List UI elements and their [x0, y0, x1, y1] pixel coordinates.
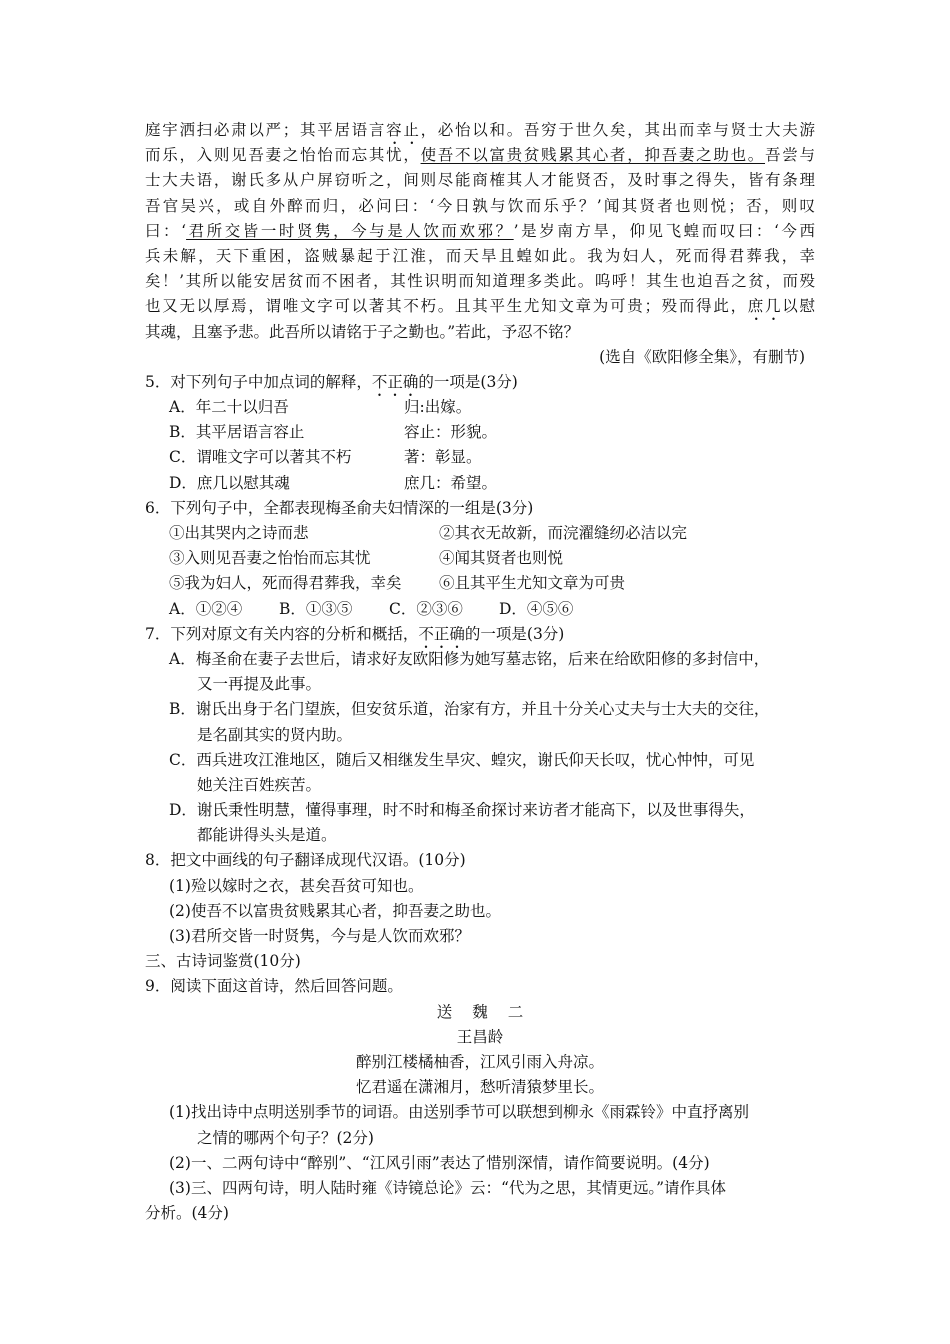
q6-choices: A．①②④ B．①③⑤ C．②③⑥ D．④⑤⑥ — [169, 599, 574, 618]
question-7 — [145, 622, 815, 849]
passage-line: 也又无以厚焉，谓唯文字可以著其不朽。且其平生尤知文章为可贵；殁而得此，庶几以慰 — [145, 297, 815, 316]
q5-option-c: C．谓唯文字可以著其不朽 著：彰显。 — [169, 448, 482, 467]
poem-line: 忆君遥在潇湘月，愁听清猿梦里长。 — [355, 1078, 604, 1097]
passage-line: 庭宇洒扫必肃以严；其平居语言容止，必怡以和。吾穷于世久矣，其出而幸与贤士大夫游 — [145, 121, 815, 139]
passage-line: 矣！’其所以能安居贫而不困者，其性识明而知道理多类此。呜呼！其生也迫吾之贫，而殁 — [145, 272, 815, 291]
exam-page — [145, 118, 815, 1226]
q6-items-row: ⑤我为妇人，死而得君葬我，幸矣 ⑥且其平生尤知文章为可贵 — [169, 574, 626, 593]
passage-line: 士大夫语，谢氏多从户屏窃听之，间则尽能商榷其人才能贤否，及时事之得失，皆有条理 — [145, 171, 815, 190]
q9-sub-1: (1)找出诗中点明送别季节的词语。由送别季节可以联想到柳永《雨霖铃》中直抒离别 — [169, 1103, 749, 1122]
poem-author: 王昌龄 — [456, 1027, 504, 1046]
question-6 — [145, 496, 815, 622]
q7-stem: 7．下列对原文有关内容的分析和概括，不正确的一项是(3分) — [145, 624, 565, 643]
q5-option-b: B．其平居语言容止 容止：形貌。 — [169, 423, 498, 442]
section-heading-poetry: 三、古诗词鉴赏(10分) — [145, 952, 301, 971]
q9-stem: 9．阅读下面这首诗，然后回答问题。 — [145, 977, 403, 996]
passage-line: 兵未解，天下重困，盗贼暴起于江淮，而天旱且蝗如此。我为妇人，死而得君葬我，幸 — [145, 246, 815, 265]
question-5 — [145, 370, 815, 496]
question-8 — [145, 848, 815, 949]
q7-option-d-cont: 都能讲得头头是道。 — [197, 826, 337, 845]
q7-option-a-cont: 又一再提及此事。 — [197, 675, 322, 694]
passage-line: 而乐，入则见吾妻之怡怡而忘其忧，使吾不以富贵贫贱累其心者，抑吾妻之助也。吾尝与 — [145, 146, 815, 165]
passage-source: (选自《欧阳修全集》，有删节) — [599, 347, 805, 366]
q7-option-b-cont: 是名副其实的贤内助。 — [197, 725, 353, 744]
q8-item-1: (1)殓以嫁时之衣，甚矣吾贫可知也。 — [169, 876, 424, 895]
q9-sub-2: (2)一、二两句诗中“醉别”、“江风引雨”表达了惜别深情，请作简要说明。(4分) — [169, 1153, 710, 1172]
q6-items-row: ③入则见吾妻之怡怡而忘其忧 ④闻其贤者也则悦 — [169, 549, 564, 568]
q7-option-d: D．谢氏秉性明慧，懂得事理，时不时和梅圣俞探讨来访者才能高下，以及世事得失， — [169, 801, 755, 820]
q7-option-b: B．谢氏出身于名门望族，但安贫乐道，治家有方，并且十分关心丈夫与士大夫的交往， — [169, 700, 770, 719]
poem-line: 醉别江楼橘柚香，江风引雨入舟凉。 — [355, 1052, 604, 1071]
passage-line: 其魂，且塞予悲。此吾所以请铭于子之勤也。”若此，予忍不铭？ — [145, 322, 580, 341]
q7-option-c: C．西兵进攻江淮地区，随后又相继发生旱灾、蝗灾，谢氏仰天长叹，忧心忡忡，可见 — [169, 750, 755, 769]
poem-title: 送魏二 — [436, 1002, 544, 1021]
q5-stem: 5．对下列句子中加点词的解释，不正确的一项是(3分) — [145, 372, 518, 391]
dotted-word-shuji: 庶几 — [747, 297, 783, 316]
q9-sub-1-cont: 之情的哪两个句子？(2分) — [197, 1128, 374, 1147]
underlined-sentence-3: 君所交皆一时贤隽，今与是人饮而欢邪？ — [186, 221, 514, 240]
q9-sub-3-cont: 分析。(4分) — [145, 1204, 229, 1223]
passage — [145, 118, 815, 370]
passage-line: 曰：‘君所交皆一时贤隽，今与是人饮而欢邪？’是岁南方旱，仰见飞蝗而叹曰：‘今西 — [145, 221, 815, 240]
passage-line: 吾官吴兴，或自外醉而归，必问曰：‘今日孰与饮而乐乎？’闻其贤者也则悦；否，则叹 — [145, 196, 815, 215]
q7-option-c-cont: 她关注百姓疾苦。 — [197, 775, 322, 794]
question-9 — [145, 974, 815, 1226]
q5-option-a: A．年二十以归吾 归:出嫁。 — [169, 398, 472, 417]
q8-stem: 8．把文中画线的句子翻译成现代汉语。(10分) — [145, 851, 466, 870]
q5-option-d: D．庶几以慰其魂 庶几：希望。 — [169, 473, 498, 492]
q8-item-3: (3)君所交皆一时贤隽，今与是人饮而欢邪？ — [169, 927, 470, 945]
q9-sub-3: (3)三、四两句诗，明人陆时雍《诗镜总论》云：“代为之思，其情更远。”请作具体 — [169, 1178, 727, 1197]
dotted-word-rongzhi: 容止 — [386, 121, 421, 139]
q6-stem: 6．下列句子中，全都表现梅圣俞夫妇情深的一组是(3分) — [145, 498, 534, 517]
q6-items-row: ①出其哭内之诗而悲 ②其衣无故新，而浣濯缝纫必洁以完 — [169, 524, 688, 542]
q8-item-2: (2)使吾不以富贵贫贱累其心者，抑吾妻之助也。 — [169, 901, 501, 920]
underlined-sentence-2: 使吾不以富贵贫贱累其心者，抑吾妻之助也。 — [420, 146, 766, 165]
q7-option-a: A．梅圣俞在妻子去世后，请求好友欧阳修为她写墓志铭，后来在给欧阳修的多封信中， — [169, 649, 770, 668]
